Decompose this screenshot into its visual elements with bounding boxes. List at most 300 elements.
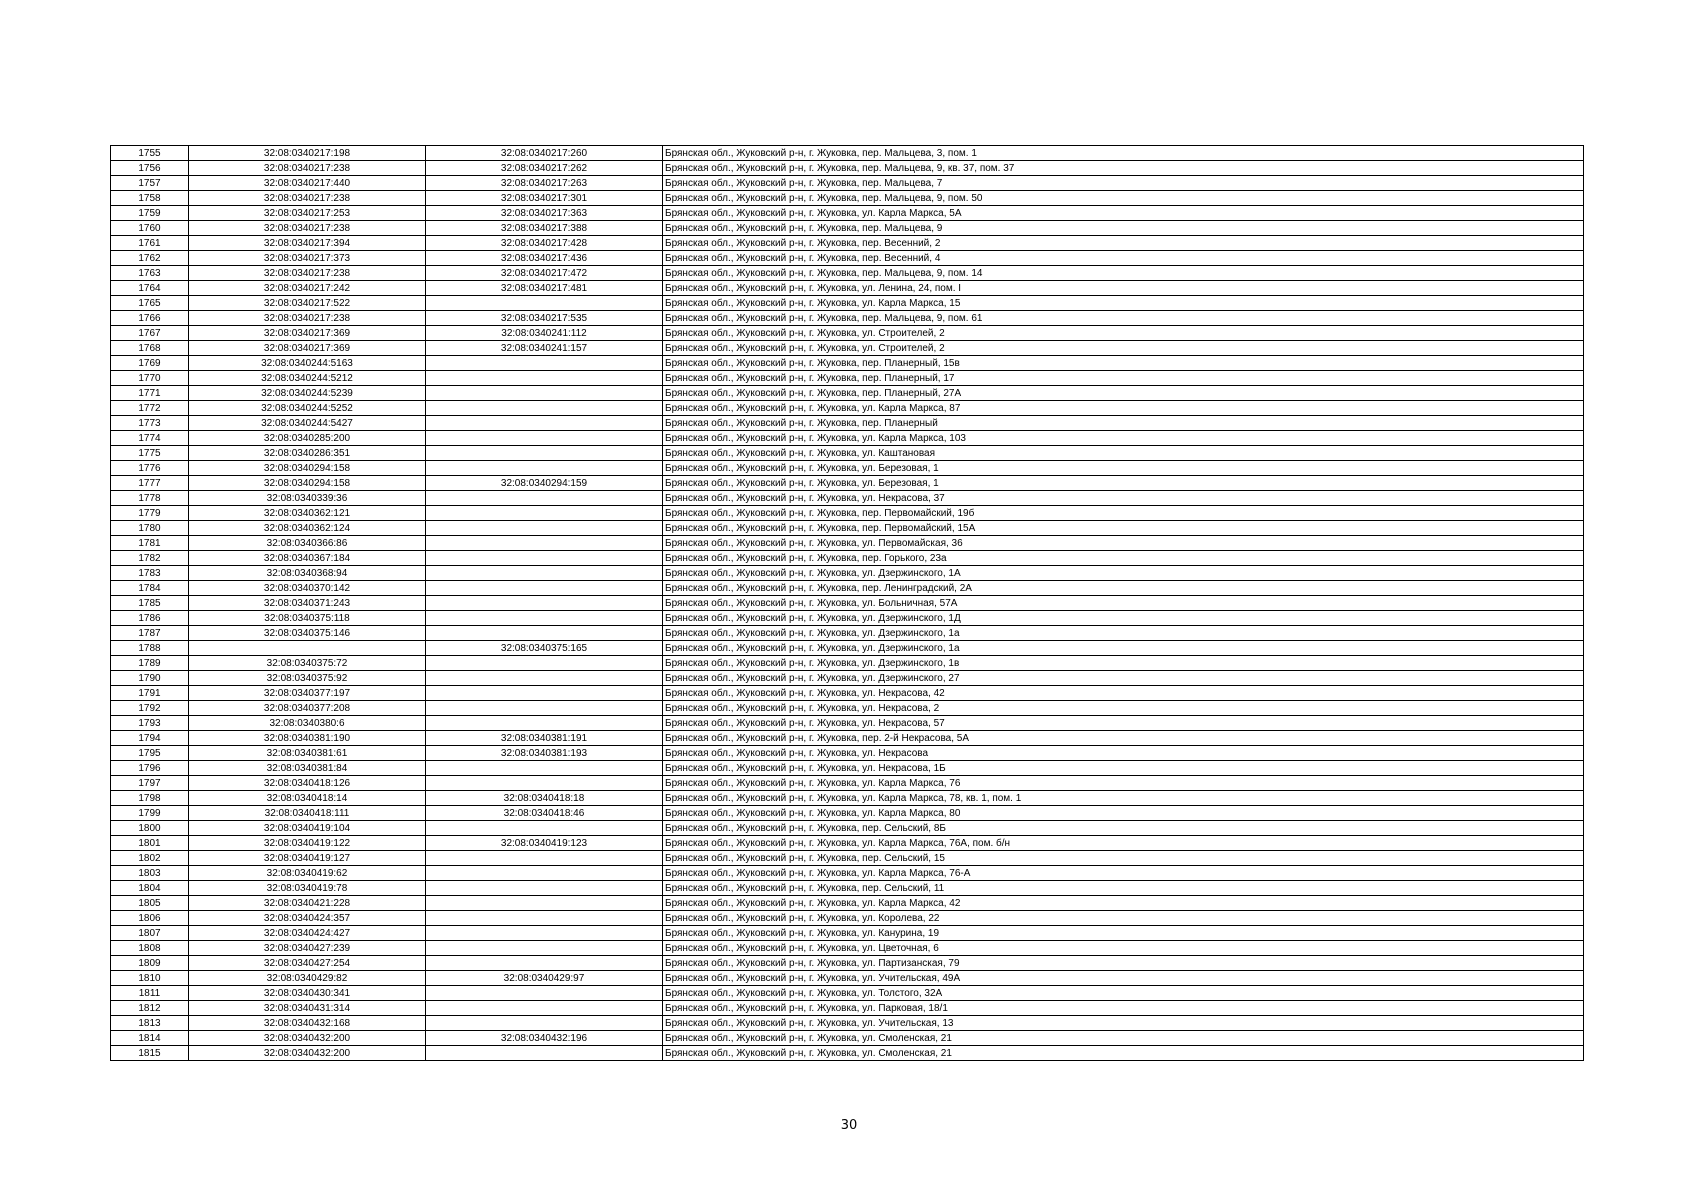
table-row bbox=[111, 566, 1584, 581]
cadastral-number-cell: 32:08:0340366:86 bbox=[189, 536, 426, 551]
related-cadastral-number-cell: 32:08:0340294:159 bbox=[426, 476, 663, 491]
table-row bbox=[111, 1031, 1584, 1046]
row-number-cell: 1777 bbox=[111, 476, 189, 491]
related-cadastral-number-cell bbox=[426, 626, 663, 641]
table-body bbox=[111, 146, 1584, 1061]
address-cell: Брянская обл., Жуковский р-н, г. Жуковка, ул. Некрасова, 2 bbox=[663, 701, 1584, 716]
cadastral-number-cell: 32:08:0340419:78 bbox=[189, 881, 426, 896]
related-cadastral-number-cell: 32:08:0340418:18 bbox=[426, 791, 663, 806]
cadastral-number-cell: 32:08:0340418:111 bbox=[189, 806, 426, 821]
related-cadastral-number-cell: 32:08:0340432:196 bbox=[426, 1031, 663, 1046]
table-row bbox=[111, 1016, 1584, 1031]
row-number-cell: 1761 bbox=[111, 236, 189, 251]
cadastral-number-cell: 32:08:0340217:238 bbox=[189, 221, 426, 236]
address-cell: Брянская обл., Жуковский р-н, г. Жуковка, пер. Первомайский, 15А bbox=[663, 521, 1584, 536]
row-number-cell: 1757 bbox=[111, 176, 189, 191]
address-cell: Брянская обл., Жуковский р-н, г. Жуковка, ул. Некрасова, 57 bbox=[663, 716, 1584, 731]
row-number-cell: 1811 bbox=[111, 986, 189, 1001]
related-cadastral-number-cell bbox=[426, 911, 663, 926]
cadastral-number-cell: 32:08:0340429:82 bbox=[189, 971, 426, 986]
table-row bbox=[111, 941, 1584, 956]
row-number-cell: 1805 bbox=[111, 896, 189, 911]
row-number-cell: 1784 bbox=[111, 581, 189, 596]
cadastral-number-cell: 32:08:0340432:168 bbox=[189, 1016, 426, 1031]
row-number-cell: 1794 bbox=[111, 731, 189, 746]
cadastral-number-cell: 32:08:0340377:197 bbox=[189, 686, 426, 701]
cadastral-number-cell: 32:08:0340424:357 bbox=[189, 911, 426, 926]
row-number-cell: 1806 bbox=[111, 911, 189, 926]
table-row bbox=[111, 356, 1584, 371]
related-cadastral-number-cell bbox=[426, 986, 663, 1001]
related-cadastral-number-cell bbox=[426, 596, 663, 611]
row-number-cell: 1775 bbox=[111, 446, 189, 461]
related-cadastral-number-cell bbox=[426, 416, 663, 431]
cadastral-number-cell: 32:08:0340217:369 bbox=[189, 326, 426, 341]
cadastral-number-cell: 32:08:0340424:427 bbox=[189, 926, 426, 941]
table-row bbox=[111, 911, 1584, 926]
cadastral-number-cell: 32:08:0340427:239 bbox=[189, 941, 426, 956]
address-cell: Брянская обл., Жуковский р-н, г. Жуковка, ул. Учительская, 13 bbox=[663, 1016, 1584, 1031]
address-cell: Брянская обл., Жуковский р-н, г. Жуковка, ул. Карла Маркса, 80 bbox=[663, 806, 1584, 821]
row-number-cell: 1758 bbox=[111, 191, 189, 206]
table-row bbox=[111, 641, 1584, 656]
cadastral-number-cell: 32:08:0340418:126 bbox=[189, 776, 426, 791]
address-cell: Брянская обл., Жуковский р-н, г. Жуковка, ул. Партизанская, 79 bbox=[663, 956, 1584, 971]
table-row bbox=[111, 461, 1584, 476]
cadastral-number-cell: 32:08:0340217:253 bbox=[189, 206, 426, 221]
cadastral-number-cell: 32:08:0340370:142 bbox=[189, 581, 426, 596]
table-row bbox=[111, 956, 1584, 971]
table-row bbox=[111, 266, 1584, 281]
table-row bbox=[111, 581, 1584, 596]
cadastral-number-cell: 32:08:0340217:440 bbox=[189, 176, 426, 191]
table-row bbox=[111, 251, 1584, 266]
cadastral-number-cell: 32:08:0340419:104 bbox=[189, 821, 426, 836]
cadastral-number-cell: 32:08:0340294:158 bbox=[189, 476, 426, 491]
related-cadastral-number-cell bbox=[426, 296, 663, 311]
table-row bbox=[111, 656, 1584, 671]
row-number-cell: 1759 bbox=[111, 206, 189, 221]
related-cadastral-number-cell: 32:08:0340418:46 bbox=[426, 806, 663, 821]
related-cadastral-number-cell bbox=[426, 521, 663, 536]
related-cadastral-number-cell: 32:08:0340419:123 bbox=[426, 836, 663, 851]
address-cell: Брянская обл., Жуковский р-н, г. Жуковка, пер. Весенний, 4 bbox=[663, 251, 1584, 266]
cadastral-number-cell: 32:08:0340367:184 bbox=[189, 551, 426, 566]
address-cell: Брянская обл., Жуковский р-н, г. Жуковка, ул. Каштановая bbox=[663, 446, 1584, 461]
row-number-cell: 1763 bbox=[111, 266, 189, 281]
table-row bbox=[111, 341, 1584, 356]
address-cell: Брянская обл., Жуковский р-н, г. Жуковка, пер. Горького, 23а bbox=[663, 551, 1584, 566]
address-cell: Брянская обл., Жуковский р-н, г. Жуковка, ул. Цветочная, 6 bbox=[663, 941, 1584, 956]
table-row bbox=[111, 626, 1584, 641]
related-cadastral-number-cell: 32:08:0340217:535 bbox=[426, 311, 663, 326]
cadastral-number-cell: 32:08:0340380:6 bbox=[189, 716, 426, 731]
cadastral-number-cell: 32:08:0340418:14 bbox=[189, 791, 426, 806]
address-cell: Брянская обл., Жуковский р-н, г. Жуковка, пер. Мальцева, 9, пом. 50 bbox=[663, 191, 1584, 206]
cadastral-number-cell: 32:08:0340375:72 bbox=[189, 656, 426, 671]
related-cadastral-number-cell bbox=[426, 431, 663, 446]
table-row bbox=[111, 896, 1584, 911]
address-cell: Брянская обл., Жуковский р-н, г. Жуковка, ул. Карла Маркса, 78, кв. 1, пом. 1 bbox=[663, 791, 1584, 806]
related-cadastral-number-cell bbox=[426, 356, 663, 371]
table-row bbox=[111, 1001, 1584, 1016]
row-number-cell: 1790 bbox=[111, 671, 189, 686]
row-number-cell: 1780 bbox=[111, 521, 189, 536]
related-cadastral-number-cell: 32:08:0340217:263 bbox=[426, 176, 663, 191]
row-number-cell: 1796 bbox=[111, 761, 189, 776]
related-cadastral-number-cell bbox=[426, 551, 663, 566]
row-number-cell: 1760 bbox=[111, 221, 189, 236]
row-number-cell: 1765 bbox=[111, 296, 189, 311]
table-row bbox=[111, 176, 1584, 191]
table-row bbox=[111, 776, 1584, 791]
address-cell: Брянская обл., Жуковский р-н, г. Жуковка, ул. Карла Маркса, 15 bbox=[663, 296, 1584, 311]
row-number-cell: 1797 bbox=[111, 776, 189, 791]
related-cadastral-number-cell bbox=[426, 821, 663, 836]
row-number-cell: 1810 bbox=[111, 971, 189, 986]
address-cell: Брянская обл., Жуковский р-н, г. Жуковка, пер. Мальцева, 9, пом. 14 bbox=[663, 266, 1584, 281]
related-cadastral-number-cell bbox=[426, 491, 663, 506]
table-row bbox=[111, 521, 1584, 536]
cadastral-number-cell: 32:08:0340217:394 bbox=[189, 236, 426, 251]
related-cadastral-number-cell: 32:08:0340375:165 bbox=[426, 641, 663, 656]
table-row bbox=[111, 821, 1584, 836]
row-number-cell: 1774 bbox=[111, 431, 189, 446]
row-number-cell: 1778 bbox=[111, 491, 189, 506]
table-row bbox=[111, 191, 1584, 206]
cadastral-number-cell: 32:08:0340217:198 bbox=[189, 146, 426, 161]
cadastral-number-cell: 32:08:0340381:84 bbox=[189, 761, 426, 776]
table-row bbox=[111, 431, 1584, 446]
address-cell: Брянская обл., Жуковский р-н, г. Жуковка, пер. Планерный, 27А bbox=[663, 386, 1584, 401]
table-row bbox=[111, 416, 1584, 431]
table-row bbox=[111, 1046, 1584, 1061]
related-cadastral-number-cell bbox=[426, 461, 663, 476]
cadastral-number-cell: 32:08:0340362:121 bbox=[189, 506, 426, 521]
row-number-cell: 1764 bbox=[111, 281, 189, 296]
address-cell: Брянская обл., Жуковский р-н, г. Жуковка, ул. Смоленская, 21 bbox=[663, 1031, 1584, 1046]
cadastral-number-cell bbox=[189, 641, 426, 656]
related-cadastral-number-cell bbox=[426, 506, 663, 521]
cadastral-number-cell: 32:08:0340375:92 bbox=[189, 671, 426, 686]
table-row bbox=[111, 326, 1584, 341]
cadastral-number-cell: 32:08:0340419:127 bbox=[189, 851, 426, 866]
address-cell: Брянская обл., Жуковский р-н, г. Жуковка, ул. Некрасова, 37 bbox=[663, 491, 1584, 506]
cadastral-number-cell: 32:08:0340432:200 bbox=[189, 1031, 426, 1046]
related-cadastral-number-cell bbox=[426, 1016, 663, 1031]
related-cadastral-number-cell bbox=[426, 896, 663, 911]
related-cadastral-number-cell bbox=[426, 716, 663, 731]
address-cell: Брянская обл., Жуковский р-н, г. Жуковка, ул. Королева, 22 bbox=[663, 911, 1584, 926]
row-number-cell: 1771 bbox=[111, 386, 189, 401]
row-number-cell: 1779 bbox=[111, 506, 189, 521]
row-number-cell: 1769 bbox=[111, 356, 189, 371]
row-number-cell: 1809 bbox=[111, 956, 189, 971]
cadastral-number-cell: 32:08:0340244:5212 bbox=[189, 371, 426, 386]
cadastral-number-cell: 32:08:0340421:228 bbox=[189, 896, 426, 911]
table-row bbox=[111, 506, 1584, 521]
cadastral-number-cell: 32:08:0340375:118 bbox=[189, 611, 426, 626]
related-cadastral-number-cell bbox=[426, 386, 663, 401]
related-cadastral-number-cell bbox=[426, 941, 663, 956]
row-number-cell: 1792 bbox=[111, 701, 189, 716]
related-cadastral-number-cell bbox=[426, 581, 663, 596]
table-row bbox=[111, 281, 1584, 296]
address-cell: Брянская обл., Жуковский р-н, г. Жуковка, пер. Мальцева, 7 bbox=[663, 176, 1584, 191]
row-number-cell: 1795 bbox=[111, 746, 189, 761]
related-cadastral-number-cell bbox=[426, 761, 663, 776]
table-row bbox=[111, 926, 1584, 941]
row-number-cell: 1801 bbox=[111, 836, 189, 851]
table-row bbox=[111, 551, 1584, 566]
related-cadastral-number-cell bbox=[426, 401, 663, 416]
row-number-cell: 1807 bbox=[111, 926, 189, 941]
cadastral-number-cell: 32:08:0340371:243 bbox=[189, 596, 426, 611]
address-cell: Брянская обл., Жуковский р-н, г. Жуковка, пер. Мальцева, 9 bbox=[663, 221, 1584, 236]
address-cell: Брянская обл., Жуковский р-н, г. Жуковка, пер. Мальцева, 9, кв. 37, пом. 37 bbox=[663, 161, 1584, 176]
related-cadastral-number-cell: 32:08:0340381:191 bbox=[426, 731, 663, 746]
related-cadastral-number-cell: 32:08:0340429:97 bbox=[426, 971, 663, 986]
row-number-cell: 1772 bbox=[111, 401, 189, 416]
row-number-cell: 1812 bbox=[111, 1001, 189, 1016]
row-number-cell: 1798 bbox=[111, 791, 189, 806]
related-cadastral-number-cell: 32:08:0340241:157 bbox=[426, 341, 663, 356]
address-cell: Брянская обл., Жуковский р-н, г. Жуковка, ул. Некрасова, 1Б bbox=[663, 761, 1584, 776]
address-cell: Брянская обл., Жуковский р-н, г. Жуковка, пер. Мальцева, 3, пом. 1 bbox=[663, 146, 1584, 161]
address-cell: Брянская обл., Жуковский р-н, г. Жуковка, ул. Толстого, 32А bbox=[663, 986, 1584, 1001]
cadastral-number-cell: 32:08:0340244:5252 bbox=[189, 401, 426, 416]
related-cadastral-number-cell bbox=[426, 701, 663, 716]
address-cell: Брянская обл., Жуковский р-н, г. Жуковка, пер. Планерный, 17 bbox=[663, 371, 1584, 386]
address-cell: Брянская обл., Жуковский р-н, г. Жуковка, пер. Сельский, 15 bbox=[663, 851, 1584, 866]
row-number-cell: 1762 bbox=[111, 251, 189, 266]
cadastral-number-cell: 32:08:0340217:238 bbox=[189, 311, 426, 326]
related-cadastral-number-cell: 32:08:0340217:262 bbox=[426, 161, 663, 176]
row-number-cell: 1800 bbox=[111, 821, 189, 836]
address-cell: Брянская обл., Жуковский р-н, г. Жуковка, ул. Дзержинского, 1в bbox=[663, 656, 1584, 671]
row-number-cell: 1808 bbox=[111, 941, 189, 956]
related-cadastral-number-cell bbox=[426, 926, 663, 941]
address-cell: Брянская обл., Жуковский р-н, г. Жуковка, ул. Карла Маркса, 5А bbox=[663, 206, 1584, 221]
address-cell: Брянская обл., Жуковский р-н, г. Жуковка, ул. Березовая, 1 bbox=[663, 476, 1584, 491]
address-cell: Брянская обл., Жуковский р-н, г. Жуковка, пер. Сельский, 8Б bbox=[663, 821, 1584, 836]
row-number-cell: 1786 bbox=[111, 611, 189, 626]
table-row bbox=[111, 371, 1584, 386]
row-number-cell: 1766 bbox=[111, 311, 189, 326]
related-cadastral-number-cell bbox=[426, 566, 663, 581]
table-row bbox=[111, 851, 1584, 866]
address-cell: Брянская обл., Жуковский р-н, г. Жуковка, ул. Учительская, 49А bbox=[663, 971, 1584, 986]
row-number-cell: 1770 bbox=[111, 371, 189, 386]
cadastral-number-cell: 32:08:0340217:242 bbox=[189, 281, 426, 296]
cadastral-number-cell: 32:08:0340217:238 bbox=[189, 191, 426, 206]
table-row bbox=[111, 206, 1584, 221]
address-cell: Брянская обл., Жуковский р-н, г. Жуковка, ул. Первомайская, 36 bbox=[663, 536, 1584, 551]
table-row bbox=[111, 806, 1584, 821]
table-row bbox=[111, 866, 1584, 881]
address-cell: Брянская обл., Жуковский р-н, г. Жуковка, пер. Первомайский, 19б bbox=[663, 506, 1584, 521]
related-cadastral-number-cell bbox=[426, 536, 663, 551]
cadastral-number-cell: 32:08:0340362:124 bbox=[189, 521, 426, 536]
table-row bbox=[111, 731, 1584, 746]
related-cadastral-number-cell: 32:08:0340217:428 bbox=[426, 236, 663, 251]
related-cadastral-number-cell: 32:08:0340381:193 bbox=[426, 746, 663, 761]
related-cadastral-number-cell: 32:08:0340217:388 bbox=[426, 221, 663, 236]
address-cell: Брянская обл., Жуковский р-н, г. Жуковка, ул. Канурина, 19 bbox=[663, 926, 1584, 941]
row-number-cell: 1756 bbox=[111, 161, 189, 176]
row-number-cell: 1767 bbox=[111, 326, 189, 341]
cadastral-number-cell: 32:08:0340217:238 bbox=[189, 161, 426, 176]
table-row bbox=[111, 746, 1584, 761]
cadastral-number-cell: 32:08:0340294:158 bbox=[189, 461, 426, 476]
row-number-cell: 1785 bbox=[111, 596, 189, 611]
cadastral-number-cell: 32:08:0340368:94 bbox=[189, 566, 426, 581]
related-cadastral-number-cell bbox=[426, 1046, 663, 1061]
address-cell: Брянская обл., Жуковский р-н, г. Жуковка, пер. Ленинградский, 2А bbox=[663, 581, 1584, 596]
table-row bbox=[111, 761, 1584, 776]
table-row bbox=[111, 611, 1584, 626]
table-row bbox=[111, 146, 1584, 161]
cadastral-number-cell: 32:08:0340217:238 bbox=[189, 266, 426, 281]
address-cell: Брянская обл., Жуковский р-н, г. Жуковка, ул. Больничная, 57А bbox=[663, 596, 1584, 611]
address-cell: Брянская обл., Жуковский р-н, г. Жуковка, ул. Некрасова, 42 bbox=[663, 686, 1584, 701]
cadastral-number-cell: 32:08:0340217:373 bbox=[189, 251, 426, 266]
address-cell: Брянская обл., Жуковский р-н, г. Жуковка, ул. Карла Маркса, 76А, пом. б/н bbox=[663, 836, 1584, 851]
address-cell: Брянская обл., Жуковский р-н, г. Жуковка, ул. Ленина, 24, пом. I bbox=[663, 281, 1584, 296]
related-cadastral-number-cell: 32:08:0340241:112 bbox=[426, 326, 663, 341]
related-cadastral-number-cell bbox=[426, 866, 663, 881]
row-number-cell: 1802 bbox=[111, 851, 189, 866]
address-cell: Брянская обл., Жуковский р-н, г. Жуковка, ул. Карла Маркса, 42 bbox=[663, 896, 1584, 911]
cadastral-number-cell: 32:08:0340381:61 bbox=[189, 746, 426, 761]
table-row bbox=[111, 236, 1584, 251]
related-cadastral-number-cell bbox=[426, 371, 663, 386]
row-number-cell: 1815 bbox=[111, 1046, 189, 1061]
table-row bbox=[111, 491, 1584, 506]
cadastral-number-cell: 32:08:0340286:351 bbox=[189, 446, 426, 461]
row-number-cell: 1793 bbox=[111, 716, 189, 731]
row-number-cell: 1789 bbox=[111, 656, 189, 671]
table-row bbox=[111, 161, 1584, 176]
cadastral-number-cell: 32:08:0340217:522 bbox=[189, 296, 426, 311]
related-cadastral-number-cell bbox=[426, 851, 663, 866]
related-cadastral-number-cell: 32:08:0340217:260 bbox=[426, 146, 663, 161]
row-number-cell: 1814 bbox=[111, 1031, 189, 1046]
row-number-cell: 1776 bbox=[111, 461, 189, 476]
address-cell: Брянская обл., Жуковский р-н, г. Жуковка, ул. Карла Маркса, 103 bbox=[663, 431, 1584, 446]
address-cell: Брянская обл., Жуковский р-н, г. Жуковка, пер. Планерный bbox=[663, 416, 1584, 431]
row-number-cell: 1804 bbox=[111, 881, 189, 896]
cadastral-number-cell: 32:08:0340427:254 bbox=[189, 956, 426, 971]
cadastral-number-cell: 32:08:0340419:122 bbox=[189, 836, 426, 851]
table-row bbox=[111, 671, 1584, 686]
table-row bbox=[111, 836, 1584, 851]
address-cell: Брянская обл., Жуковский р-н, г. Жуковка, ул. Дзержинского, 1а bbox=[663, 641, 1584, 656]
address-cell: Брянская обл., Жуковский р-н, г. Жуковка, пер. Весенний, 2 bbox=[663, 236, 1584, 251]
row-number-cell: 1783 bbox=[111, 566, 189, 581]
address-cell: Брянская обл., Жуковский р-н, г. Жуковка, пер. Мальцева, 9, пом. 61 bbox=[663, 311, 1584, 326]
related-cadastral-number-cell bbox=[426, 656, 663, 671]
table-row bbox=[111, 536, 1584, 551]
related-cadastral-number-cell: 32:08:0340217:472 bbox=[426, 266, 663, 281]
table-row bbox=[111, 716, 1584, 731]
cadastral-number-cell: 32:08:0340217:369 bbox=[189, 341, 426, 356]
table-row bbox=[111, 791, 1584, 806]
row-number-cell: 1781 bbox=[111, 536, 189, 551]
related-cadastral-number-cell: 32:08:0340217:436 bbox=[426, 251, 663, 266]
cadastral-number-cell: 32:08:0340431:314 bbox=[189, 1001, 426, 1016]
cadastral-number-cell: 32:08:0340339:36 bbox=[189, 491, 426, 506]
row-number-cell: 1803 bbox=[111, 866, 189, 881]
address-cell: Брянская обл., Жуковский р-н, г. Жуковка, ул. Березовая, 1 bbox=[663, 461, 1584, 476]
related-cadastral-number-cell: 32:08:0340217:363 bbox=[426, 206, 663, 221]
address-cell: Брянская обл., Жуковский р-н, г. Жуковка, ул. Дзержинского, 1а bbox=[663, 626, 1584, 641]
cadastral-number-cell: 32:08:0340244:5163 bbox=[189, 356, 426, 371]
address-cell: Брянская обл., Жуковский р-н, г. Жуковка, ул. Карла Маркса, 76-А bbox=[663, 866, 1584, 881]
related-cadastral-number-cell bbox=[426, 881, 663, 896]
address-cell: Брянская обл., Жуковский р-н, г. Жуковка, ул. Строителей, 2 bbox=[663, 326, 1584, 341]
row-number-cell: 1773 bbox=[111, 416, 189, 431]
related-cadastral-number-cell bbox=[426, 686, 663, 701]
cadastral-number-cell: 32:08:0340377:208 bbox=[189, 701, 426, 716]
address-cell: Брянская обл., Жуковский р-н, г. Жуковка, ул. Строителей, 2 bbox=[663, 341, 1584, 356]
cadastral-number-cell: 32:08:0340285:200 bbox=[189, 431, 426, 446]
address-cell: Брянская обл., Жуковский р-н, г. Жуковка, ул. Парковая, 18/1 bbox=[663, 1001, 1584, 1016]
cadastral-number-cell: 32:08:0340430:341 bbox=[189, 986, 426, 1001]
address-cell: Брянская обл., Жуковский р-н, г. Жуковка, ул. Дзержинского, 1А bbox=[663, 566, 1584, 581]
row-number-cell: 1787 bbox=[111, 626, 189, 641]
cadastral-number-cell: 32:08:0340381:190 bbox=[189, 731, 426, 746]
related-cadastral-number-cell: 32:08:0340217:481 bbox=[426, 281, 663, 296]
address-cell: Брянская обл., Жуковский р-н, г. Жуковка, ул. Некрасова bbox=[663, 746, 1584, 761]
cadastral-number-cell: 32:08:0340244:5239 bbox=[189, 386, 426, 401]
address-cell: Брянская обл., Жуковский р-н, г. Жуковка, пер. 2-й Некрасова, 5А bbox=[663, 731, 1584, 746]
address-cell: Брянская обл., Жуковский р-н, г. Жуковка, пер. Планерный, 15в bbox=[663, 356, 1584, 371]
table-row bbox=[111, 311, 1584, 326]
address-cell: Брянская обл., Жуковский р-н, г. Жуковка, ул. Карла Маркса, 76 bbox=[663, 776, 1584, 791]
related-cadastral-number-cell bbox=[426, 776, 663, 791]
cadastral-number-cell: 32:08:0340375:146 bbox=[189, 626, 426, 641]
related-cadastral-number-cell: 32:08:0340217:301 bbox=[426, 191, 663, 206]
cadastral-number-cell: 32:08:0340419:62 bbox=[189, 866, 426, 881]
row-number-cell: 1768 bbox=[111, 341, 189, 356]
table-row bbox=[111, 971, 1584, 986]
related-cadastral-number-cell bbox=[426, 956, 663, 971]
table-row bbox=[111, 686, 1584, 701]
cadastral-registry-table bbox=[110, 145, 1584, 1061]
table-row bbox=[111, 386, 1584, 401]
row-number-cell: 1799 bbox=[111, 806, 189, 821]
table-row bbox=[111, 701, 1584, 716]
row-number-cell: 1788 bbox=[111, 641, 189, 656]
cadastral-number-cell: 32:08:0340244:5427 bbox=[189, 416, 426, 431]
table-row bbox=[111, 221, 1584, 236]
related-cadastral-number-cell bbox=[426, 1001, 663, 1016]
table-row bbox=[111, 401, 1584, 416]
address-cell: Брянская обл., Жуковский р-н, г. Жуковка, пер. Сельский, 11 bbox=[663, 881, 1584, 896]
table-row bbox=[111, 881, 1584, 896]
table-row bbox=[111, 296, 1584, 311]
related-cadastral-number-cell bbox=[426, 446, 663, 461]
table-row bbox=[111, 446, 1584, 461]
related-cadastral-number-cell bbox=[426, 671, 663, 686]
table-row bbox=[111, 596, 1584, 611]
row-number-cell: 1813 bbox=[111, 1016, 189, 1031]
address-cell: Брянская обл., Жуковский р-н, г. Жуковка, ул. Смоленская, 21 bbox=[663, 1046, 1584, 1061]
cadastral-number-cell: 32:08:0340432:200 bbox=[189, 1046, 426, 1061]
row-number-cell: 1782 bbox=[111, 551, 189, 566]
row-number-cell: 1791 bbox=[111, 686, 189, 701]
